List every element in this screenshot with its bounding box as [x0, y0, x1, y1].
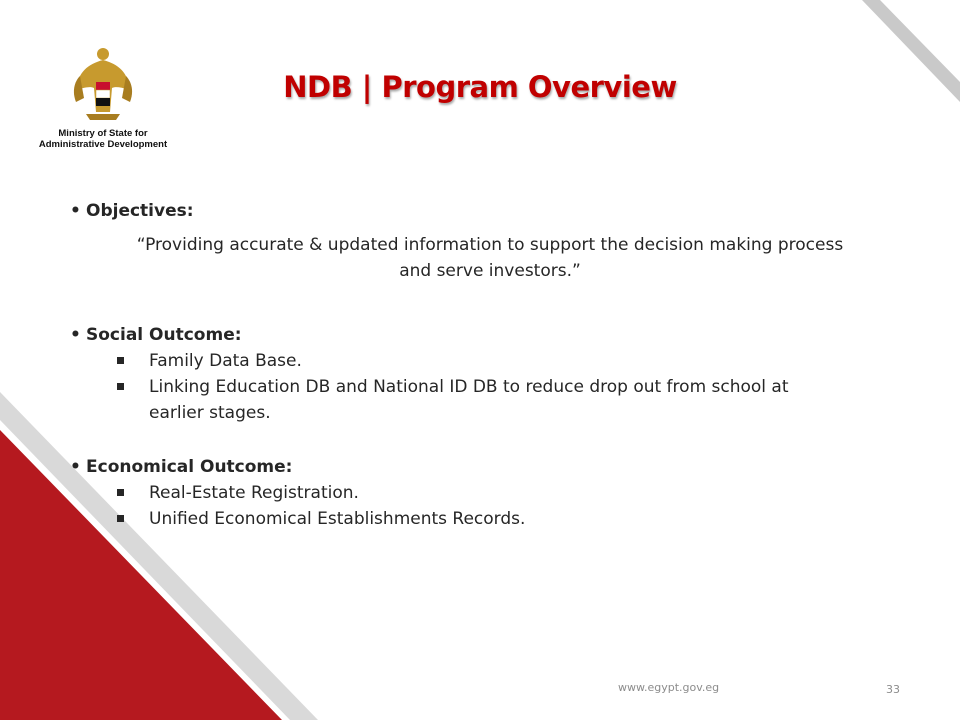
footer-url[interactable]: www.egypt.gov.eg: [618, 681, 720, 694]
objectives-heading-text: Objectives:: [86, 201, 194, 221]
list-item: [70, 506, 910, 532]
list-item-text: Unified Economical Establishments Records.: [149, 509, 526, 529]
quote-line-2: and serve investors.”: [399, 261, 581, 281]
social-outcome-heading: [70, 322, 910, 348]
logo-caption-line1: Ministry of State for: [58, 128, 148, 139]
slide-content: [70, 198, 910, 532]
economical-outcome-heading: [70, 454, 910, 480]
social-outcome-heading-text: Social Outcome:: [86, 325, 242, 345]
list-item: [70, 374, 910, 426]
list-item: [70, 480, 910, 506]
list-item-text: Real-Estate Registration.: [149, 483, 359, 503]
page-number: 33: [886, 683, 900, 696]
logo-caption-line2: Administrative Development: [38, 139, 168, 150]
square-bullet-icon: [117, 489, 124, 496]
square-bullet-icon: [117, 357, 124, 364]
bullet-icon: •: [70, 325, 81, 345]
bullet-icon: •: [70, 201, 81, 221]
slide-title: NDB | Program Overview: [283, 70, 677, 104]
logo-caption: [28, 128, 178, 150]
objectives-quote: [60, 232, 920, 284]
list-item-text-continued: earlier stages.: [149, 403, 271, 423]
quote-line-1: “Providing accurate & updated information to support the decision making process: [136, 235, 844, 255]
square-bullet-icon: [117, 383, 124, 390]
list-item-text: Family Data Base.: [149, 351, 302, 371]
economical-outcome-heading-text: Economical Outcome:: [86, 457, 293, 477]
objectives-heading: [70, 198, 910, 224]
list-item: [70, 348, 910, 374]
list-item-text: Linking Education DB and National ID DB to reduce drop out from school at: [149, 377, 789, 397]
square-bullet-icon: [117, 515, 124, 522]
bullet-icon: •: [70, 457, 81, 477]
